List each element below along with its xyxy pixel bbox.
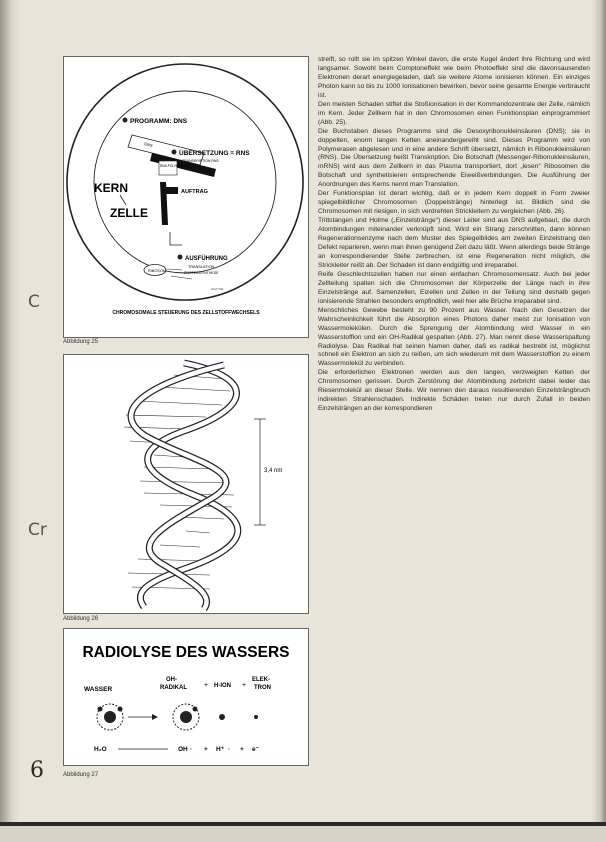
formula-dot-2: · [228, 746, 231, 753]
formula-oh: OH [178, 746, 188, 753]
label-auftrag: AUFTRAG [181, 189, 208, 195]
plus-1: + [204, 682, 209, 689]
caption-26: Abbildung 26 [63, 616, 99, 622]
label-proteinsynthese: PROTEINSYNTHESE [184, 271, 219, 275]
paragraph: Reife Geschlechtszellen haben nur einen einfachen Chromosomensatz. Auch bei jeder Zellteilung spalten sich die Chromosomen der Körperzelle der Länge nach in ihre Einzelstränge auf. Samenzellen, Eizellen und Zellen in der Teilung sind deshalb gegen ionisierende Strahlen besonders empfindlich, weil hier alle Brüche irreparabel sind. [318, 270, 590, 305]
label-oh-1: OH- [166, 677, 177, 683]
paragraph: streift, so rollt sie im spitzen Winkel davon, die erste Kugel ändert ihre Richtung und wird langsamer. Sowohl beim Comptoneffekt wie beim Photoeffekt sind die davonsausenden Elektronen derart energiegeladen, daß sie weitere Atome ionisieren können. Ein einziges Photon kann so bis zu 1000 Ionisationen bewirken, bevor seine gesamte Energie verbraucht ist. [318, 56, 590, 99]
page-number: 6 [30, 758, 44, 783]
measure-label: 3,4 nm [264, 468, 283, 474]
figure-26-dna-helix [64, 355, 308, 613]
label-wasser: WASSER [84, 686, 113, 693]
label-ribosom: RIBOSOM [148, 269, 166, 273]
label-ausfuehrung: AUSFÜHRUNG [185, 256, 228, 262]
caption-25: Abbildung 25 [63, 339, 99, 345]
figure-25 [63, 56, 309, 338]
paragraph: Menschliches Gewebe besteht zu 90 Prozent aus Wasser. Nach den Gesetzen der Wahrscheinlichkeit führt die Absorption eines Photons daher meist zur Ionisation von Wassermolekülen. Durch die Sprengung der Atombindung wird Wasser in ein Wasserstoffion und ein OH-Radikal gespalten (Abb. 27). Man nennt diese Wasserspaltung Radiolyse. Das Radikal hat seinen Namen daher, daß es radikal bestrebt ist, möglichst schnell ein Elektron an sich zu reißen, um sich wiederum mit dem Wasserstoffion zu einem Wassermolekül zu verbinden. [318, 306, 590, 368]
figure-25-diagram [64, 57, 308, 337]
label-h-ion: H-ION [214, 683, 231, 689]
figure-27-diagram [64, 629, 308, 765]
label-rna-polymerase: RNA-POLYMERASE [160, 164, 190, 168]
paragraph: Die Buchstaben dieses Programms sind die Desoxyribonukleinsäuren (DNS); sie in doppelten, enorm langen Ketten aneinandergereiht sind. Dieses Programm wird von Polymerasen abgelesen und in eine andere Schrift übersetzt, nämlich in Ribonukleinsäuren (RNS). Die Übersetzung heißt Transkription. Die Botschaft (Messenger-Ribonukleinsäuren, mRNS) wird aus dem Zellkern in das Plasma transportiert, dort „lesen“ Ribosomen die Botschaft und synthetisieren entsprechende Eiweißverbindungen. Die Ausführung der Anordnungen des Kerns nennt man Translation. [318, 127, 590, 189]
formula-plus-1: + [204, 746, 208, 753]
body-text-column [318, 56, 590, 414]
figure-27-title: RADIOLYSE DES WASSERS [82, 644, 290, 661]
binder-edge [0, 0, 20, 842]
formula-e: e⁻ [252, 746, 260, 753]
label-elektron-2: TRON [254, 685, 271, 691]
label-oh-2: RADIKAL [160, 685, 187, 691]
figure-27 [63, 628, 309, 766]
paragraph: Die erforderlichen Elektronen werden aus den langen, verzweigten Ketten der Chromosomen gerissen. Durch Zerstörung der Atombindung zerbricht dabei leider das Riesenmolekül an dieser Stelle. Wir nennen den daraus resultierenden Einzelsträngbruch indirekten Strahlenschaden. Indirekte Schäden treten nur durch Zufall in beiden Einzelsträngen an der korrespondieren [318, 369, 590, 413]
caption-27: Abbildung 27 [63, 772, 99, 778]
formula-dot-1: · [190, 746, 193, 753]
label-elektron-1: ELEK- [252, 677, 270, 683]
label-dns-small: DNS [143, 141, 154, 149]
page-edge [592, 0, 606, 842]
formula-h2o: H₂O [94, 746, 107, 753]
label-kern: KERN [94, 181, 129, 195]
paragraph: Trittstangen und Holme („Einzelstränge“) dieser Leiter sind aus DNS aufgebaut, die durch Atombindungen miteinander verknüpft sind. Wird ein Strang zerschnitten, dann können Regenerationsenzyme nach dem Muster des Spiegelbildes am zweiten Einzelstrang den Defekt reparieren, wenn man ihnen genügend Zeit dazu läßt. Wenn allerdings beide Stränge an korrespondierender Stelle zerbrechen, ist eine Regeneration nicht möglich, die Strickleiter reißt ab. Der Schaden ist dann endgültig und irreparabel. [318, 217, 590, 269]
label-uebersetzung: ÜBERSETZUNG = RNS [179, 150, 250, 157]
margin-mark: Cr [28, 520, 47, 540]
label-zelle: ZELLE [110, 206, 148, 220]
label-transkription: TRANSKRIPTION RNS [182, 159, 219, 163]
paragraph: Der Funktionsplan ist derart wichtig, daß er in jedem Kern doppelt in Form zweier spiegelbildlicher Chromosomen (Doppelstränge) hinterlegt ist. Bildlich sind die Chromosomen mit riesigen, in sich verdrehten Strickleitern zu vergleichen (Abb. 26). [318, 190, 590, 216]
label-programm: PROGRAMM: DNS [130, 118, 188, 125]
margin-mark: C [28, 292, 40, 312]
paragraph: Den meisten Schaden stiftet die Stoßionisation in der Kommandozentrale der Zelle, nämlich im Kern. Jeder Zellkern hat in den Chromosomen einen Funktionsplan einprogrammiert (Abb. 25). [318, 100, 590, 126]
formula-plus-2: + [240, 746, 244, 753]
figure-26 [63, 354, 309, 614]
figure-25-title: CHROMOSOMALE STEUERUNG DES ZELLSTOFFWECHSELS [112, 310, 260, 316]
formula-h: H⁺ [216, 746, 225, 753]
label-enzyme: ENZYME [211, 287, 224, 291]
bottom-strip [0, 826, 606, 842]
label-translation: TRANSLATION [188, 265, 215, 269]
plus-2: + [242, 682, 247, 689]
